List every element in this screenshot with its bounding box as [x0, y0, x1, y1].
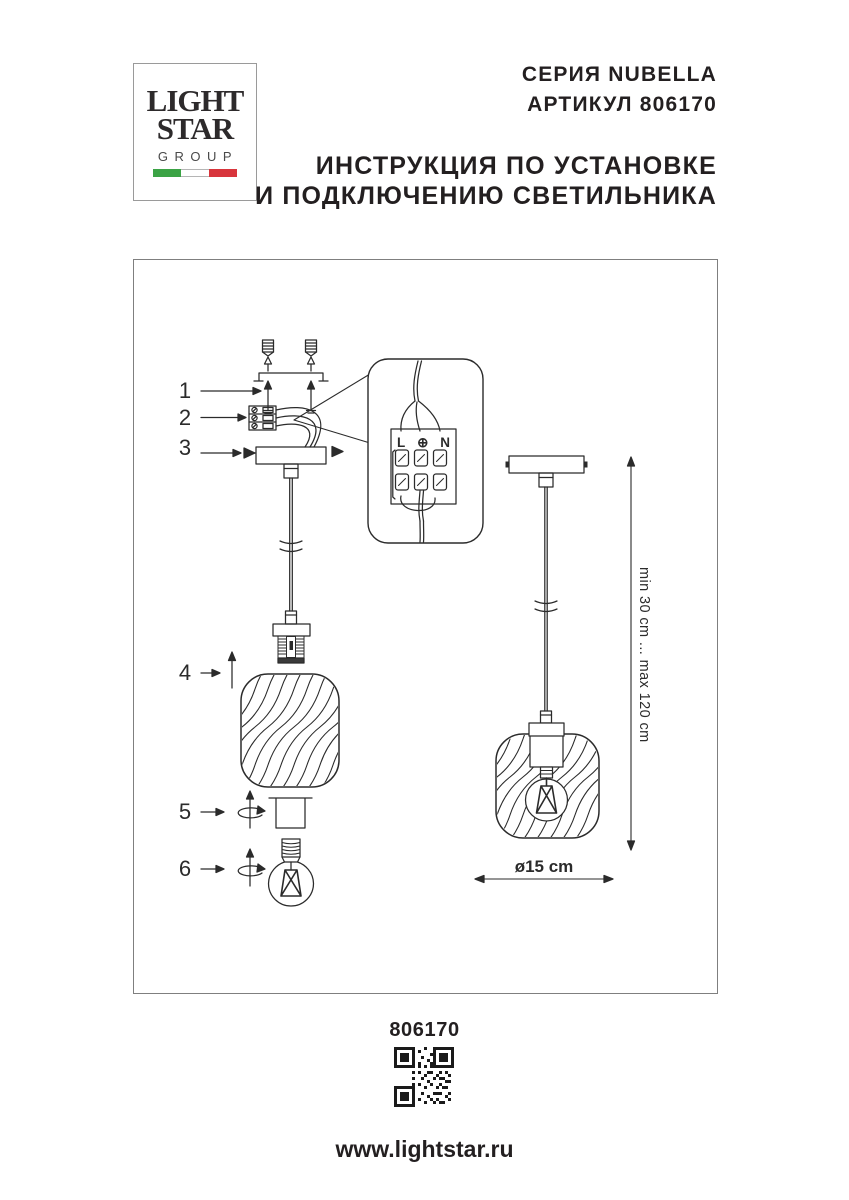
installation-diagram: [133, 259, 718, 994]
qr-code-icon: [394, 1047, 454, 1107]
diameter-dimension-label: ø15 cm: [514, 857, 574, 876]
step-6-label: 6: [178, 856, 192, 881]
series-title: СЕРИЯ NUBELLA: [521, 63, 717, 86]
terminal-labels: [391, 435, 456, 451]
step-4-label: 4: [178, 660, 192, 685]
step-3-label: 3: [178, 435, 192, 460]
height-dimension-label: min 30 cm ... max 120 cm: [636, 567, 652, 743]
header-text: [255, 60, 717, 212]
diagram-drawing: [134, 260, 717, 993]
step-1-label: 1: [178, 378, 192, 403]
flag-white: [181, 169, 209, 177]
instruction-title-line2: И ПОДКЛЮЧЕНИЮ СВЕТИЛЬНИКА: [255, 182, 717, 211]
lightstar-logo: [133, 63, 257, 201]
logo-word-star: STAR: [156, 110, 234, 146]
logo-word-group: GROUP: [157, 148, 239, 164]
article-title: АРТИКУЛ 806170: [527, 93, 717, 117]
logo-word-light: LIGHT: [146, 83, 244, 119]
instruction-title-line1: ИНСТРУКЦИЯ ПО УСТАНОВКЕ: [315, 151, 717, 180]
flag-green: [153, 169, 181, 177]
terminal-neutral-label: N: [440, 435, 451, 450]
italian-flag-icon: [153, 169, 237, 177]
step-2-label: 2: [178, 405, 192, 430]
step-5-label: 5: [178, 799, 192, 824]
website-url: www.lightstar.ru: [335, 1136, 514, 1162]
terminal-live-label: L: [396, 435, 406, 450]
flag-red: [209, 169, 237, 177]
earth-symbol-icon: ⊕: [417, 435, 429, 450]
footer-article-number: 806170: [389, 1019, 460, 1041]
qr-code-drawing: [394, 1047, 454, 1107]
